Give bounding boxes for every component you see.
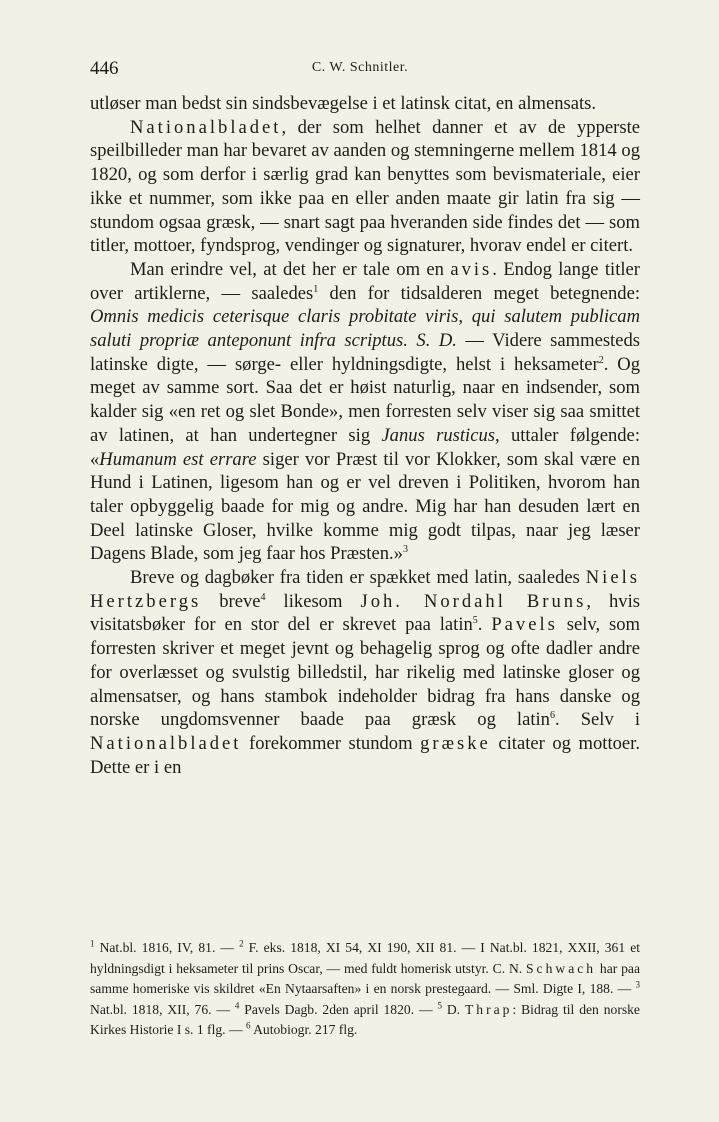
text-run: Man erindre vel, at det her er tale om en <box>130 258 451 280</box>
paragraph-3 <box>90 258 640 566</box>
paragraph-4 <box>90 566 640 779</box>
text-run: selv, som forresten skriver et meget jevnt og behagelig sprog og ofte dadler andre for overlæsset og svulstig billedstil, har rikelig med latinske gloser og almensatser, og hans stambok indeholder bidrag fra hans danske og norske ungdomsvenner baade paa græsk og latin <box>90 614 640 731</box>
footnote-mark-2: 2 <box>239 938 244 949</box>
spaced-name-thrap: Thrap <box>464 1001 513 1017</box>
footnote-ref-2: 2 <box>598 354 604 366</box>
page-number: 446 <box>90 58 119 79</box>
text-run: citater og mottoer. Dette er i en <box>90 732 640 778</box>
footnotes: $^1$ Nat.bl. 1816, IV, 81. — $^2$ F. eks. 1818, XI 54, XI 190, XII 81. — I Nat.bl. 1821, XXII, 361 et hyldningsdigt i heksameter til prins Oscar, — med fuldt homerisk utstyr. C. N. Schwach har paa samme homeriske vis skildret «En Nytaarsaften» i en norsk prestegaard. — Sml. Digte I, 188. — $^3$ Nat.bl. 1818, XII, 76. — $^4$ Pavels Dagb. 2den april 1820. — $^5$ D. Thrap: Bidrag til den norske Kirkes Historie I s. 1 flg. — $^6$ Autobiogr. 217 flg. <box>90 938 641 1038</box>
footnote-mark-3: 3 <box>635 979 640 990</box>
spaced-name-schwach: Schwach <box>526 960 597 976</box>
text-run: har paa samme homeriske vis skildret «En Nytaarsaften» i en norsk prestegaard. — Sml. Digte I, 188. <box>90 960 640 997</box>
text-run: utløser man bedst sin sindsbevægelse i et latinsk citat, en almensats. <box>90 93 597 114</box>
paragraph-2 <box>90 116 640 258</box>
spaced-name-pavels: Pavels <box>491 614 558 636</box>
text-run: , der som helhet danner et av de ypperste speilbilleder man har bevaret av aanden og stemningerne mellem 1814 og 1820, og som derfor i særlig grad kan benyttes som bevismateriale, eier ikke et nummer, som ikke paa en eller anden maate gir latin fra sig — stundom ogsaa græsk, — snart sagt paa hveranden side findes det — som titler, mottoer, fyndsprog, vendinger og signaturer, hvorav endel er citert. <box>90 116 640 257</box>
text-run: Breve og dagbøker fra tiden er spækket med latin, saaledes <box>130 567 586 589</box>
text-run: . Selv i <box>554 709 640 731</box>
text-run: breve <box>201 590 261 612</box>
spaced-name-bruns: Joh. Nordahl Bruns <box>360 590 587 612</box>
text-run: . Endog lange titler over artiklerne, — saaledes <box>90 258 640 304</box>
text-run: den for tidsalderen meget betegnende: <box>318 282 640 304</box>
footnote-mark-4: 4 <box>234 1000 240 1011</box>
footnote-mark-5: 5 <box>437 1000 442 1011</box>
text-run: , hvis visitatsbøker for en stor del er skrevet paa latin <box>90 590 640 636</box>
text-run: F. eks. 1818, XI 54, XI 190, XII 81. — I Nat.bl. 1821, XXII, 361 et hyldningsdigt i heksameter til prins Oscar, — med fuldt homerisk utstyr. C. N. <box>90 940 641 976</box>
text-run: : Bidrag til den norske Kirkes Historie I s. 1 flg. <box>90 1001 640 1038</box>
spaced-word-graeske: græske <box>420 732 491 754</box>
footnote-mark-1: 1 <box>90 938 95 949</box>
spaced-name-nationalbladet: Nationalbladet <box>90 732 242 754</box>
latin-signature: Janus rusticus <box>381 424 495 446</box>
footnote-ref-1: 1 <box>313 283 319 295</box>
footnote-1: Nat.bl. 1816, IV, 81. <box>99 940 216 955</box>
footnote-4: Pavels Dagb. 2den april 1820. <box>244 1001 415 1017</box>
latin-quote-title: Omnis medicis ceterisque claris probitate viris, qui salutem publicam saluti propriæ anteponunt infra scriptus. S. D. <box>90 306 640 352</box>
spaced-name-nationalbladet: Nationalbladet <box>130 116 282 138</box>
text-run: siger vor Præst til vor Klokker, som skal være en Hund i Latinen, ligesom han og er vel dreven i Politiken, hvorom han taler opbyggelig baade for mig og andre. Mig har han desuden lært en Deel latinske Gloser, hvilke komme mig godt tilpas, naar jeg læser Dagens Blade, som jeg faar hos Præsten.» <box>90 448 640 565</box>
spaced-name-hertzberg: Niels Hertzbergs <box>90 567 640 612</box>
text-run: likesom <box>265 590 361 612</box>
footnote-ref-5: 5 <box>472 615 478 627</box>
paragraph-1 <box>90 92 640 116</box>
latin-quote: Humanum est errare <box>99 448 257 470</box>
text-run: D. <box>446 1001 465 1017</box>
body-text <box>90 92 640 779</box>
text-run: , uttaler følgende: « <box>90 424 640 470</box>
footnote-mark-6: 6 <box>245 1020 251 1031</box>
text-run: . <box>477 614 492 636</box>
footnote-ref-3: 3 <box>402 544 408 556</box>
running-head: C. W. Schnitler. <box>311 60 409 75</box>
footnote-ref-6: 6 <box>549 710 555 722</box>
footnote-3: Nat.bl. 1818, XII, 76. <box>90 1001 212 1017</box>
footnote-ref-4: 4 <box>260 591 266 603</box>
page-header <box>90 58 630 82</box>
text-run: — Videre sammesteds latinske digte, — sørge- eller hyldningsdigte, helst i heksameter <box>90 330 641 375</box>
spaced-word-avis: avis <box>450 258 493 280</box>
text-run: forekommer stundom <box>241 732 421 754</box>
footnote-6: Autobiogr. 217 flg. <box>253 1022 358 1038</box>
text-run: . Og meget av samme sort. Saa det er høist naturlig, naar en indsender, som kalder sig «en ret og slet Bonde», men forresten selv viser sig saa smittet av latinen, at han undertegner sig <box>90 353 640 446</box>
